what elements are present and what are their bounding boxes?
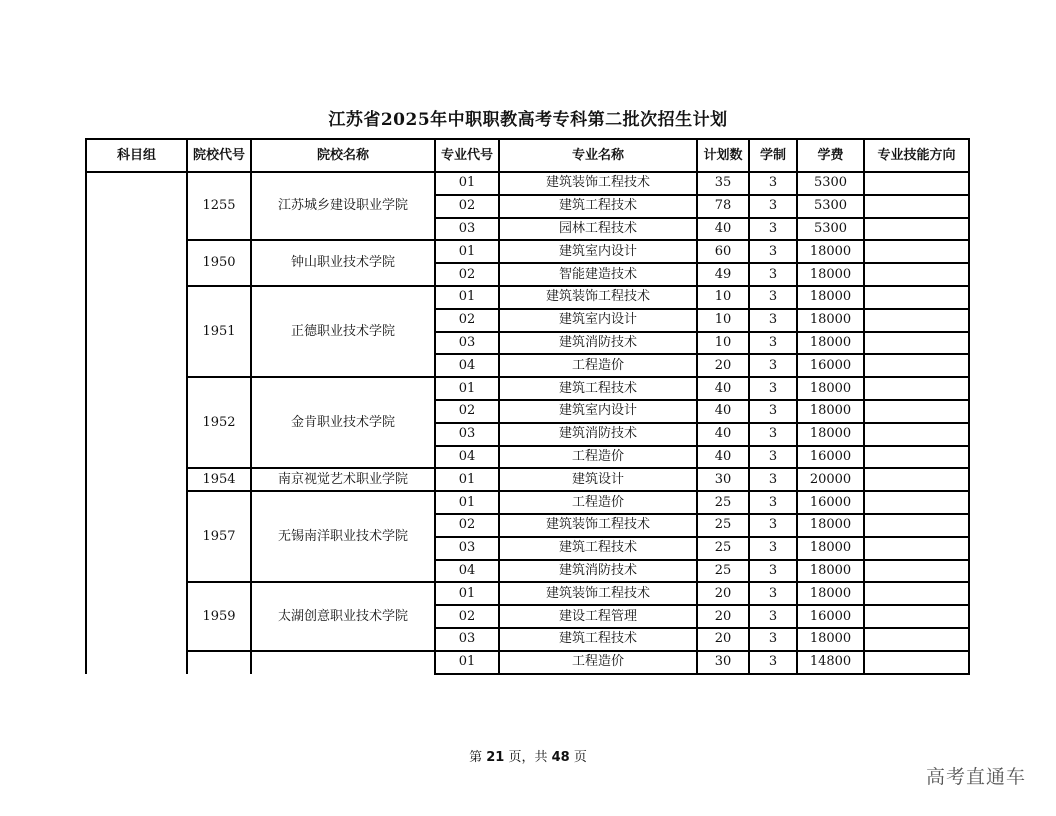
fee-cell: 16000 bbox=[797, 446, 864, 469]
skill-direction-cell bbox=[864, 240, 969, 263]
footer-pre: 第 bbox=[469, 750, 483, 765]
plan-count-cell: 20 bbox=[697, 354, 749, 377]
skill-direction-cell bbox=[864, 651, 969, 674]
fee-cell: 5300 bbox=[797, 172, 864, 195]
years-cell: 3 bbox=[749, 491, 797, 514]
skill-direction-cell bbox=[864, 195, 969, 218]
fee-cell: 18000 bbox=[797, 309, 864, 332]
major-code-cell: 02 bbox=[435, 514, 499, 537]
years-cell: 3 bbox=[749, 218, 797, 241]
skill-direction-cell bbox=[864, 491, 969, 514]
skill-direction-cell bbox=[864, 400, 969, 423]
years-cell: 3 bbox=[749, 400, 797, 423]
header-school-code: 院校代号 bbox=[187, 139, 251, 172]
header-direction: 专业技能方向 bbox=[864, 139, 969, 172]
years-cell: 3 bbox=[749, 582, 797, 605]
table-row bbox=[86, 468, 969, 491]
watermark-logo: 高考直通车 bbox=[925, 766, 1026, 788]
footer-post: 页 bbox=[573, 750, 587, 765]
fee-cell: 18000 bbox=[797, 263, 864, 286]
plan-count-cell: 10 bbox=[697, 286, 749, 309]
years-cell: 3 bbox=[749, 240, 797, 263]
major-name-cell: 建筑设计 bbox=[499, 468, 697, 491]
skill-direction-cell bbox=[864, 582, 969, 605]
plan-count-cell: 25 bbox=[697, 491, 749, 514]
major-name-cell: 建筑工程技术 bbox=[499, 195, 697, 218]
table-body bbox=[86, 172, 969, 674]
school-name-cell: 钟山职业技术学院 bbox=[251, 240, 435, 286]
major-name-cell: 建筑工程技术 bbox=[499, 377, 697, 400]
major-code-cell: 01 bbox=[435, 286, 499, 309]
years-cell: 3 bbox=[749, 628, 797, 651]
skill-direction-cell bbox=[864, 332, 969, 355]
major-code-cell: 01 bbox=[435, 491, 499, 514]
skill-direction-cell bbox=[864, 468, 969, 491]
plan-count-cell: 25 bbox=[697, 537, 749, 560]
fee-cell: 16000 bbox=[797, 605, 864, 628]
major-name-cell: 建筑装饰工程技术 bbox=[499, 286, 697, 309]
fee-cell: 18000 bbox=[797, 560, 864, 583]
table-row bbox=[86, 651, 969, 674]
years-cell: 3 bbox=[749, 651, 797, 674]
plan-count-cell: 25 bbox=[697, 560, 749, 583]
plan-count-cell: 40 bbox=[697, 423, 749, 446]
skill-direction-cell bbox=[864, 377, 969, 400]
major-code-cell: 03 bbox=[435, 537, 499, 560]
major-name-cell: 建筑消防技术 bbox=[499, 560, 697, 583]
major-name-cell: 建筑室内设计 bbox=[499, 400, 697, 423]
years-cell: 3 bbox=[749, 309, 797, 332]
major-name-cell: 工程造价 bbox=[499, 446, 697, 469]
table-row bbox=[86, 172, 969, 195]
subject-group-cell bbox=[86, 172, 187, 674]
major-name-cell: 园林工程技术 bbox=[499, 218, 697, 241]
school-code-cell: 1959 bbox=[187, 582, 251, 650]
plan-count-cell: 25 bbox=[697, 514, 749, 537]
years-cell: 3 bbox=[749, 377, 797, 400]
major-name-cell: 工程造价 bbox=[499, 651, 697, 674]
years-cell: 3 bbox=[749, 560, 797, 583]
plan-count-cell: 40 bbox=[697, 400, 749, 423]
skill-direction-cell bbox=[864, 537, 969, 560]
years-cell: 3 bbox=[749, 354, 797, 377]
skill-direction-cell bbox=[864, 354, 969, 377]
skill-direction-cell bbox=[864, 605, 969, 628]
skill-direction-cell bbox=[864, 514, 969, 537]
years-cell: 3 bbox=[749, 468, 797, 491]
major-code-cell: 01 bbox=[435, 240, 499, 263]
school-code-cell bbox=[187, 651, 251, 674]
years-cell: 3 bbox=[749, 195, 797, 218]
fee-cell: 20000 bbox=[797, 468, 864, 491]
major-code-cell: 02 bbox=[435, 195, 499, 218]
table-row bbox=[86, 286, 969, 309]
skill-direction-cell bbox=[864, 172, 969, 195]
fee-cell: 18000 bbox=[797, 377, 864, 400]
years-cell: 3 bbox=[749, 537, 797, 560]
major-code-cell: 04 bbox=[435, 446, 499, 469]
years-cell: 3 bbox=[749, 423, 797, 446]
major-code-cell: 02 bbox=[435, 605, 499, 628]
admission-plan-table bbox=[85, 138, 970, 675]
major-name-cell: 工程造价 bbox=[499, 491, 697, 514]
years-cell: 3 bbox=[749, 172, 797, 195]
major-name-cell: 建筑室内设计 bbox=[499, 309, 697, 332]
major-name-cell: 建筑消防技术 bbox=[499, 423, 697, 446]
skill-direction-cell bbox=[864, 560, 969, 583]
footer-page-number: 21 bbox=[486, 750, 505, 765]
school-name-cell: 无锡南洋职业技术学院 bbox=[251, 491, 435, 582]
plan-count-cell: 10 bbox=[697, 309, 749, 332]
school-code-cell: 1951 bbox=[187, 286, 251, 377]
plan-count-cell: 30 bbox=[697, 468, 749, 491]
page-footer bbox=[0, 746, 1056, 765]
skill-direction-cell bbox=[864, 218, 969, 241]
plan-count-cell: 35 bbox=[697, 172, 749, 195]
major-code-cell: 01 bbox=[435, 468, 499, 491]
years-cell: 3 bbox=[749, 286, 797, 309]
school-name-cell: 南京视觉艺术职业学院 bbox=[251, 468, 435, 491]
major-code-cell: 04 bbox=[435, 354, 499, 377]
skill-direction-cell bbox=[864, 446, 969, 469]
header-years: 学制 bbox=[749, 139, 797, 172]
footer-total-pages: 48 bbox=[551, 750, 570, 765]
years-cell: 3 bbox=[749, 332, 797, 355]
fee-cell: 18000 bbox=[797, 240, 864, 263]
fee-cell: 18000 bbox=[797, 582, 864, 605]
years-cell: 3 bbox=[749, 514, 797, 537]
header-major-name: 专业名称 bbox=[499, 139, 697, 172]
major-name-cell: 建筑工程技术 bbox=[499, 537, 697, 560]
major-name-cell: 建筑装饰工程技术 bbox=[499, 172, 697, 195]
major-code-cell: 02 bbox=[435, 400, 499, 423]
skill-direction-cell bbox=[864, 628, 969, 651]
major-code-cell: 01 bbox=[435, 172, 499, 195]
major-name-cell: 建筑工程技术 bbox=[499, 628, 697, 651]
table-row bbox=[86, 582, 969, 605]
years-cell: 3 bbox=[749, 263, 797, 286]
document-title: 江苏省2025年中职职教高考专科第二批次招生计划 bbox=[328, 110, 728, 130]
years-cell: 3 bbox=[749, 605, 797, 628]
plan-count-cell: 20 bbox=[697, 628, 749, 651]
plan-count-cell: 40 bbox=[697, 446, 749, 469]
fee-cell: 18000 bbox=[797, 514, 864, 537]
school-code-cell: 1957 bbox=[187, 491, 251, 582]
major-code-cell: 01 bbox=[435, 651, 499, 674]
school-code-cell: 1255 bbox=[187, 172, 251, 240]
header-fee: 学费 bbox=[797, 139, 864, 172]
fee-cell: 18000 bbox=[797, 423, 864, 446]
footer-mid: 页，共 bbox=[508, 750, 548, 765]
school-code-cell: 1954 bbox=[187, 468, 251, 491]
school-name-cell: 正德职业技术学院 bbox=[251, 286, 435, 377]
plan-count-cell: 10 bbox=[697, 332, 749, 355]
table-header-row bbox=[86, 139, 969, 172]
major-code-cell: 01 bbox=[435, 377, 499, 400]
fee-cell: 18000 bbox=[797, 628, 864, 651]
skill-direction-cell bbox=[864, 263, 969, 286]
fee-cell: 18000 bbox=[797, 400, 864, 423]
school-name-cell: 太湖创意职业技术学院 bbox=[251, 582, 435, 650]
header-plan: 计划数 bbox=[697, 139, 749, 172]
major-name-cell: 建筑装饰工程技术 bbox=[499, 582, 697, 605]
major-name-cell: 工程造价 bbox=[499, 354, 697, 377]
plan-count-cell: 60 bbox=[697, 240, 749, 263]
school-name-cell: 金肯职业技术学院 bbox=[251, 377, 435, 468]
plan-count-cell: 20 bbox=[697, 582, 749, 605]
major-code-cell: 02 bbox=[435, 309, 499, 332]
table-row bbox=[86, 491, 969, 514]
school-code-cell: 1950 bbox=[187, 240, 251, 286]
major-code-cell: 02 bbox=[435, 263, 499, 286]
plan-count-cell: 30 bbox=[697, 651, 749, 674]
fee-cell: 5300 bbox=[797, 218, 864, 241]
major-code-cell: 03 bbox=[435, 218, 499, 241]
major-code-cell: 01 bbox=[435, 582, 499, 605]
skill-direction-cell bbox=[864, 286, 969, 309]
plan-count-cell: 40 bbox=[697, 377, 749, 400]
table-row bbox=[86, 240, 969, 263]
plan-count-cell: 78 bbox=[697, 195, 749, 218]
major-code-cell: 04 bbox=[435, 560, 499, 583]
header-group: 科目组 bbox=[86, 139, 187, 172]
years-cell: 3 bbox=[749, 446, 797, 469]
major-code-cell: 03 bbox=[435, 332, 499, 355]
fee-cell: 18000 bbox=[797, 286, 864, 309]
plan-count-cell: 40 bbox=[697, 218, 749, 241]
fee-cell: 16000 bbox=[797, 491, 864, 514]
plan-count-cell: 20 bbox=[697, 605, 749, 628]
major-name-cell: 建设工程管理 bbox=[499, 605, 697, 628]
fee-cell: 5300 bbox=[797, 195, 864, 218]
fee-cell: 18000 bbox=[797, 332, 864, 355]
header-school-name: 院校名称 bbox=[251, 139, 435, 172]
major-name-cell: 建筑室内设计 bbox=[499, 240, 697, 263]
header-major-code: 专业代号 bbox=[435, 139, 499, 172]
school-code-cell: 1952 bbox=[187, 377, 251, 468]
table-row bbox=[86, 377, 969, 400]
major-name-cell: 建筑装饰工程技术 bbox=[499, 514, 697, 537]
fee-cell: 14800 bbox=[797, 651, 864, 674]
major-name-cell: 建筑消防技术 bbox=[499, 332, 697, 355]
major-code-cell: 03 bbox=[435, 423, 499, 446]
plan-count-cell: 49 bbox=[697, 263, 749, 286]
skill-direction-cell bbox=[864, 309, 969, 332]
skill-direction-cell bbox=[864, 423, 969, 446]
school-name-cell: 江苏城乡建设职业学院 bbox=[251, 172, 435, 240]
fee-cell: 18000 bbox=[797, 537, 864, 560]
major-name-cell: 智能建造技术 bbox=[499, 263, 697, 286]
major-code-cell: 03 bbox=[435, 628, 499, 651]
school-name-cell bbox=[251, 651, 435, 674]
fee-cell: 16000 bbox=[797, 354, 864, 377]
